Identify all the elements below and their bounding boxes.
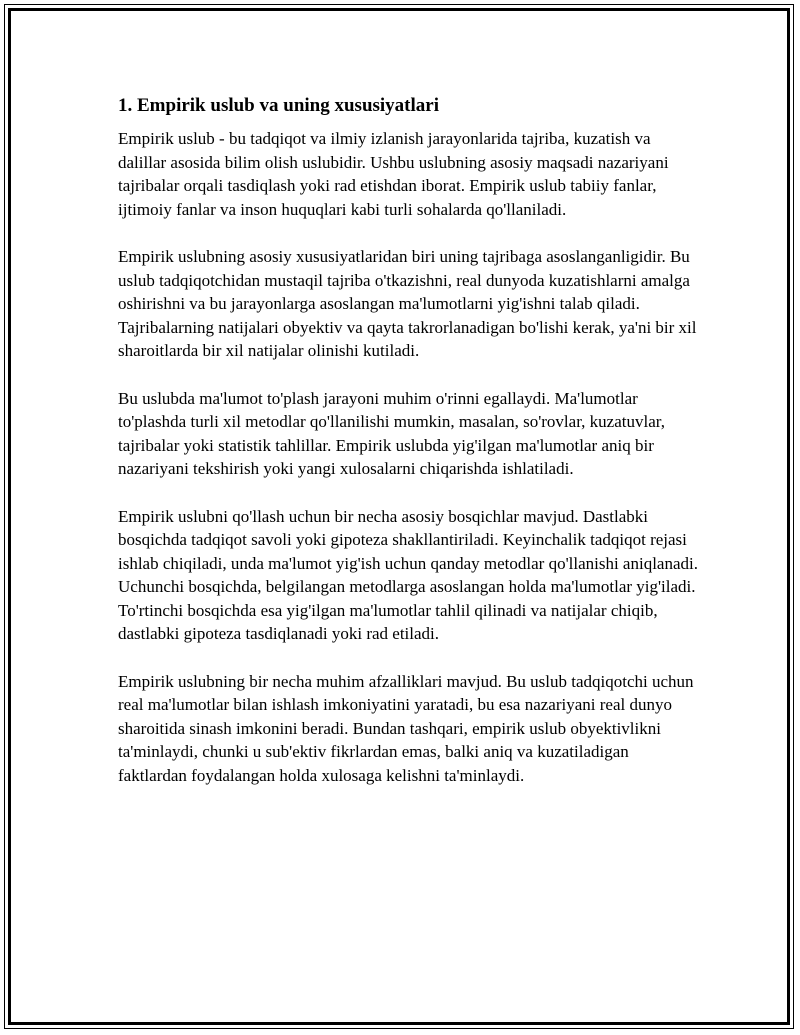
- paragraph-1: Empirik uslub - bu tadqiqot va ilmiy izlanish jarayonlarida tajriba, kuzatish va dalillar asosida bilim olish uslubidir. Ushbu uslubning asosiy maqsadi nazariyani tajribalar orqali tasdiqlash yoki rad etishdan iborat. Empirik uslub tabiiy fanlar, ijtimoiy fanlar va inson huquqlari kabi turli sohalarda qo'llaniladi.: [118, 129, 669, 219]
- paragraph-5: Empirik uslubning bir necha muhim afzalliklari mavjud. Bu uslub tadqiqotchi uchun real ma'lumotlar bilan ishlash imkoniyatini yaratadi, bu esa nazariyani real dunyo sharoitida sinash imkonini beradi. Bundan tashqari, empirik uslub obyektivlikni ta'minlaydi, chunki u sub'ektiv fikrlardan emas, balki aniq va kuzatiladigan faktlardan foydalangan holda xulosaga kelishni ta'minlaydi.: [118, 671, 694, 786]
- paragraph-3: Bu uslubda ma'lumot to'plash jarayoni muhim o'rinni egallaydi. Ma'lumotlar to'plashda turli xil metodlar qo'llanilishi mumkin, masalan, so'rovlar, kuzatuvlar, tajribalar yoki statistik tahlillar. Empirik uslubda yig'ilgan ma'lumotlar aniq bir nazariyani tekshirish yoki yangi xulosalarni chiqarishda ishlatiladi.: [118, 388, 665, 479]
- section-heading: 1. Empirik uslub va uning xususiyatlari: [118, 95, 439, 116]
- document-body: [118, 93, 698, 811]
- paragraph-4: Empirik uslubni qo'llash uchun bir necha asosiy bosqichlar mavjud. Dastlabki bosqichda tadqiqot savoli yoki gipoteza shakllantiriladi. Keyinchalik tadqiqot rejasi ishlab chiqiladi, unda ma'lumot yig'ish uchun qanday metodlar qo'llanishi aniqlanadi. Uchunchi bosqichda, belgilangan metodlarga asoslangan holda ma'lumotlar yig'iladi. To'rtinchi bosqichda esa yig'ilgan ma'lumotlar tahlil qilinadi va natijalar chiqib, dastlabki gipoteza tasdiqlanadi yoki rad etiladi.: [118, 506, 698, 644]
- paragraph-2: Empirik uslubning asosiy xususiyatlaridan biri uning tajribaga asoslanganligidir. Bu uslub tadqiqotchidan mustaqil tajriba o'tkazishni, real dunyoda kuzatishlarni amalga oshirishni va bu jarayonlarga asoslangan ma'lumotlarni yig'ishni talab qiladi. Tajribalarning natijalari obyektiv va qayta takrorlanadigan bo'lishi kerak, ya'ni bir xil sharoitlarda bir xil natijalar olinishi kutiladi.: [118, 246, 697, 361]
